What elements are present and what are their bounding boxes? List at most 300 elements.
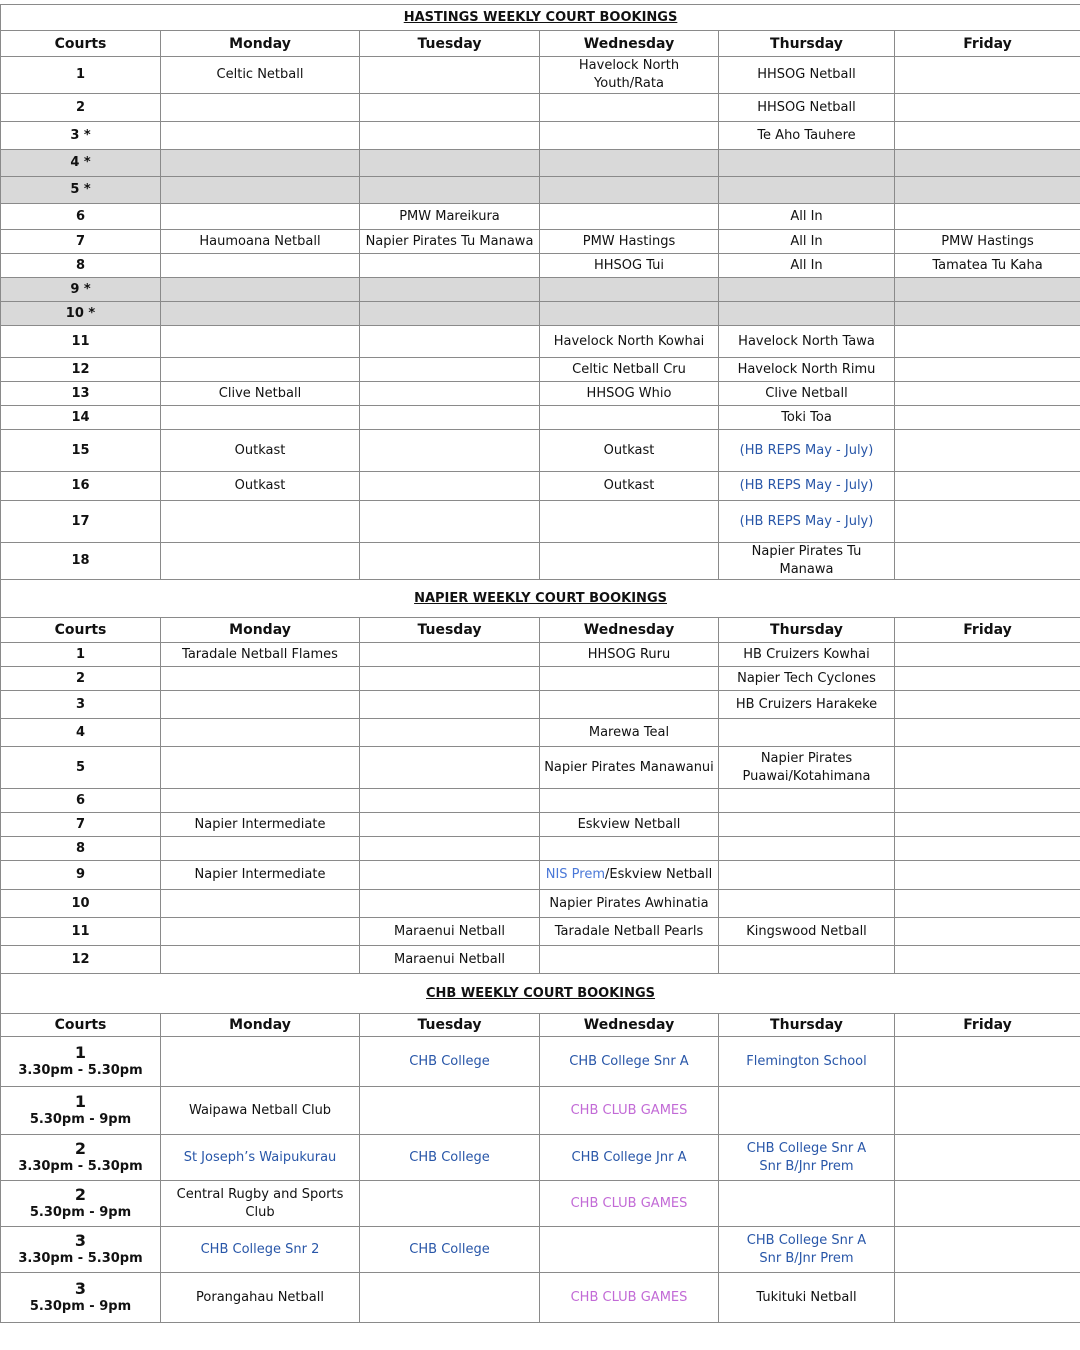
booking-cell-friday: [895, 122, 1080, 150]
booking-cell-thursday: [719, 1181, 895, 1227]
hastings-court-row: [1, 204, 1080, 230]
booking-cell-tuesday: [360, 837, 540, 861]
booking-cell-friday: [895, 1181, 1080, 1227]
booking-cell-thursday: All In: [719, 254, 895, 278]
chb-court-row: [1, 1273, 1080, 1323]
booking-cell-monday: St Joseph’s Waipukurau: [161, 1135, 360, 1181]
booking-cell-tuesday: [360, 501, 540, 543]
court-number-cell: 17: [1, 501, 161, 543]
booking-cell-friday: Tamatea Tu Kaha: [895, 254, 1080, 278]
court-number-cell: [1, 1037, 161, 1087]
court-number: 2: [74, 1184, 87, 1204]
day-header-wednesday: Wednesday: [540, 1014, 719, 1037]
court-number-cell: 9 *: [1, 278, 161, 302]
day-header-friday: Friday: [895, 31, 1080, 57]
chb-court-row: [1, 1037, 1080, 1087]
court-number-cell: 6: [1, 789, 161, 813]
booking-cell-tuesday: CHB College: [360, 1037, 540, 1087]
booking-cell-thursday: (HB REPS May - July): [719, 472, 895, 501]
booking-cell-monday: Napier Intermediate: [161, 813, 360, 837]
napier-court-row: [1, 918, 1080, 946]
booking-cell-wednesday: [540, 302, 719, 326]
booking-cell-friday: [895, 302, 1080, 326]
booking-cell-friday: [895, 789, 1080, 813]
napier-title-row: [1, 580, 1080, 618]
booking-cell-monday: [161, 543, 360, 580]
court-number-cell: [1, 1273, 161, 1323]
court-number-cell: 13: [1, 382, 161, 406]
hastings-court-row: [1, 543, 1080, 580]
booking-cell-tuesday: [360, 430, 540, 472]
booking-cell-wednesday: [540, 837, 719, 861]
chb-court-row: [1, 1087, 1080, 1135]
booking-cell-monday: [161, 667, 360, 691]
booking-cell-wednesday: CHB College Jnr A: [540, 1135, 719, 1181]
court-time-slot: 5.30pm - 9pm: [29, 1298, 132, 1314]
booking-cell-tuesday: [360, 667, 540, 691]
booking-cell-monday: [161, 254, 360, 278]
booking-cell-tuesday: [360, 358, 540, 382]
court-number-cell: 7: [1, 230, 161, 254]
court-number-cell: 1: [1, 643, 161, 667]
booking-team: CHB College Snr A: [746, 1140, 867, 1156]
booking-cell-tuesday: [360, 543, 540, 580]
court-number-cell: 10 *: [1, 302, 161, 326]
booking-cell-thursday: Kingswood Netball: [719, 918, 895, 946]
booking-cell-wednesday: [540, 501, 719, 543]
booking-cell-friday: [895, 501, 1080, 543]
booking-cell-friday: [895, 204, 1080, 230]
booking-cell-wednesday: CHB CLUB GAMES: [540, 1181, 719, 1227]
booking-cell-wednesday: Taradale Netball Pearls: [540, 918, 719, 946]
booking-cell-wednesday: Havelock North Youth/Rata: [540, 57, 719, 94]
booking-cell-tuesday: [360, 150, 540, 177]
court-number-cell: [1, 1181, 161, 1227]
hastings-court-row: [1, 326, 1080, 358]
hastings-title-row: [1, 5, 1080, 31]
booking-cell-friday: [895, 1227, 1080, 1273]
booking-cell-wednesday: [540, 946, 719, 974]
booking-cell-thursday: HHSOG Netball: [719, 94, 895, 122]
booking-cell-monday: [161, 278, 360, 302]
court-number-cell: 4 *: [1, 150, 161, 177]
hastings-section-title: HASTINGS WEEKLY COURT BOOKINGS: [1, 5, 1080, 31]
booking-cell-tuesday: [360, 861, 540, 890]
day-header-thursday: Thursday: [719, 31, 895, 57]
booking-cell-monday: Porangahau Netball: [161, 1273, 360, 1323]
booking-cell-thursday: Havelock North Tawa: [719, 326, 895, 358]
booking-cell-wednesday: HHSOG Whio: [540, 382, 719, 406]
court-time-slot: 3.30pm - 5.30pm: [18, 1250, 143, 1266]
booking-cell-thursday: Clive Netball: [719, 382, 895, 406]
hastings-court-row: [1, 254, 1080, 278]
booking-cell-thursday: Tukituki Netball: [719, 1273, 895, 1323]
court-number-cell: 7: [1, 813, 161, 837]
booking-cell-monday: [161, 837, 360, 861]
booking-cell-thursday: [719, 747, 895, 789]
hastings-court-row: [1, 501, 1080, 543]
hastings-court-row: [1, 406, 1080, 430]
courts-header: Courts: [1, 1014, 161, 1037]
booking-cell-tuesday: [360, 382, 540, 406]
booking-cell-wednesday: CHB College Snr A: [540, 1037, 719, 1087]
napier-section-title: NAPIER WEEKLY COURT BOOKINGS: [1, 580, 1080, 618]
booking-cell-tuesday: [360, 747, 540, 789]
booking-cell-monday: [161, 918, 360, 946]
booking-cell-friday: [895, 1273, 1080, 1323]
booking-cell-tuesday: PMW Mareikura: [360, 204, 540, 230]
booking-cell-monday: Outkast: [161, 430, 360, 472]
booking-cell-thursday: [719, 1087, 895, 1135]
booking-cell-wednesday: [540, 543, 719, 580]
day-header-friday: Friday: [895, 1014, 1080, 1037]
booking-team: NIS Prem: [545, 867, 606, 882]
napier-header-row: [1, 618, 1080, 643]
booking-cell-thursday: Napier Pirates Tu Manawa: [719, 543, 895, 580]
booking-cell-thursday: [719, 1227, 895, 1273]
booking-cell-tuesday: [360, 890, 540, 918]
court-number-cell: [1, 1087, 161, 1135]
booking-cell-monday: CHB College Snr 2: [161, 1227, 360, 1273]
booking-cell-tuesday: CHB College: [360, 1135, 540, 1181]
chb-section-title: CHB WEEKLY COURT BOOKINGS: [1, 974, 1080, 1014]
booking-cell-tuesday: [360, 691, 540, 719]
booking-cell-friday: [895, 358, 1080, 382]
booking-cell-friday: [895, 326, 1080, 358]
booking-cell-tuesday: [360, 643, 540, 667]
booking-cell-wednesday: CHB CLUB GAMES: [540, 1087, 719, 1135]
hastings-court-row: [1, 150, 1080, 177]
day-header-wednesday: Wednesday: [540, 618, 719, 643]
chb-court-row: [1, 1227, 1080, 1273]
booking-cell-thursday: [719, 813, 895, 837]
booking-cell-tuesday: [360, 719, 540, 747]
napier-court-row: [1, 691, 1080, 719]
booking-team: Snr B/Jnr Prem: [759, 1158, 854, 1174]
court-number-cell: 8: [1, 254, 161, 278]
booking-cell-monday: [161, 789, 360, 813]
booking-cell-friday: [895, 1087, 1080, 1135]
court-number-cell: 4: [1, 719, 161, 747]
booking-cell-tuesday: [360, 177, 540, 204]
bookings-table: [0, 4, 1080, 1323]
booking-cell-friday: [895, 918, 1080, 946]
court-number-cell: 10: [1, 890, 161, 918]
booking-cell-tuesday: [360, 1087, 540, 1135]
booking-cell-thursday: All In: [719, 204, 895, 230]
booking-cell-wednesday: PMW Hastings: [540, 230, 719, 254]
booking-cell-monday: [161, 177, 360, 204]
booking-cell-monday: [161, 406, 360, 430]
court-number-cell: 16: [1, 472, 161, 501]
hastings-court-row: [1, 382, 1080, 406]
booking-cell-tuesday: [360, 789, 540, 813]
court-number: 3: [74, 1230, 87, 1250]
booking-cell-monday: [161, 691, 360, 719]
day-header-tuesday: Tuesday: [360, 618, 540, 643]
booking-team: CHB College Snr A: [746, 1232, 867, 1248]
booking-cell-friday: [895, 837, 1080, 861]
napier-court-row: [1, 719, 1080, 747]
booking-cell-monday: [161, 326, 360, 358]
courts-header: Courts: [1, 618, 161, 643]
booking-cell-tuesday: [360, 326, 540, 358]
court-number-cell: [1, 1227, 161, 1273]
booking-cell-wednesday: [540, 691, 719, 719]
booking-cell-wednesday: HHSOG Tui: [540, 254, 719, 278]
booking-team: Puawai/Kotahimana: [742, 768, 871, 784]
hastings-court-row: [1, 94, 1080, 122]
booking-cell-thursday: Te Aho Tauhere: [719, 122, 895, 150]
booking-cell-tuesday: [360, 813, 540, 837]
hastings-court-row: [1, 358, 1080, 382]
booking-cell-wednesday: Outkast: [540, 430, 719, 472]
booking-cell-thursday: [719, 837, 895, 861]
court-number-cell: 1: [1, 57, 161, 94]
court-number-cell: 9: [1, 861, 161, 890]
booking-cell-wednesday: [540, 667, 719, 691]
day-header-monday: Monday: [161, 618, 360, 643]
booking-cell-thursday: HB Cruizers Kowhai: [719, 643, 895, 667]
booking-cell-friday: [895, 691, 1080, 719]
court-number-cell: 12: [1, 946, 161, 974]
booking-cell-wednesday: Havelock North Kowhai: [540, 326, 719, 358]
booking-cell-friday: [895, 543, 1080, 580]
booking-cell-friday: [895, 406, 1080, 430]
court-time-slot: 3.30pm - 5.30pm: [18, 1062, 143, 1078]
day-header-thursday: Thursday: [719, 618, 895, 643]
napier-court-row: [1, 837, 1080, 861]
day-header-tuesday: Tuesday: [360, 31, 540, 57]
booking-cell-friday: [895, 890, 1080, 918]
booking-cell-tuesday: Napier Pirates Tu Manawa: [360, 230, 540, 254]
booking-cell-friday: [895, 719, 1080, 747]
court-number-cell: 5: [1, 747, 161, 789]
napier-court-row: [1, 747, 1080, 789]
day-header-monday: Monday: [161, 31, 360, 57]
hastings-court-row: [1, 430, 1080, 472]
booking-cell-friday: [895, 382, 1080, 406]
court-bookings-sheet: [0, 4, 1080, 1323]
booking-cell-friday: [895, 813, 1080, 837]
booking-cell-monday: [161, 1037, 360, 1087]
booking-cell-thursday: All In: [719, 230, 895, 254]
court-number: 1: [74, 1042, 87, 1062]
booking-cell-thursday: Havelock North Rimu: [719, 358, 895, 382]
booking-cell-tuesday: [360, 472, 540, 501]
day-header-thursday: Thursday: [719, 1014, 895, 1037]
chb-title-row: [1, 974, 1080, 1014]
booking-cell-wednesday: [540, 406, 719, 430]
booking-cell-wednesday: Celtic Netball Cru: [540, 358, 719, 382]
booking-cell-wednesday: [540, 1227, 719, 1273]
court-number-cell: 14: [1, 406, 161, 430]
court-number: 1: [74, 1091, 87, 1111]
hastings-court-row: [1, 472, 1080, 501]
court-number-cell: 2: [1, 94, 161, 122]
booking-cell-tuesday: [360, 122, 540, 150]
booking-cell-monday: Waipawa Netball Club: [161, 1087, 360, 1135]
hastings-court-row: [1, 302, 1080, 326]
court-number-cell: [1, 1135, 161, 1181]
booking-cell-tuesday: [360, 1273, 540, 1323]
booking-cell-friday: [895, 177, 1080, 204]
booking-cell-wednesday: [540, 861, 719, 890]
napier-court-row: [1, 667, 1080, 691]
booking-cell-thursday: (HB REPS May - July): [719, 501, 895, 543]
booking-cell-friday: [895, 747, 1080, 789]
booking-cell-monday: [161, 747, 360, 789]
court-number-cell: 3: [1, 691, 161, 719]
booking-cell-thursday: Toki Toa: [719, 406, 895, 430]
booking-cell-friday: [895, 1037, 1080, 1087]
booking-cell-monday: [161, 946, 360, 974]
booking-cell-wednesday: [540, 789, 719, 813]
booking-cell-thursday: [719, 150, 895, 177]
booking-cell-thursday: [719, 890, 895, 918]
booking-cell-thursday: [719, 861, 895, 890]
hastings-header-row: [1, 31, 1080, 57]
chb-court-row: [1, 1181, 1080, 1227]
court-number: 2: [74, 1138, 87, 1158]
court-number-cell: 2: [1, 667, 161, 691]
court-time-slot: 3.30pm - 5.30pm: [18, 1158, 143, 1174]
booking-cell-monday: [161, 204, 360, 230]
booking-cell-monday: [161, 94, 360, 122]
booking-cell-friday: [895, 472, 1080, 501]
day-header-wednesday: Wednesday: [540, 31, 719, 57]
booking-cell-monday: [161, 719, 360, 747]
booking-cell-tuesday: Maraenui Netball: [360, 946, 540, 974]
booking-cell-tuesday: [360, 94, 540, 122]
booking-cell-thursday: [719, 278, 895, 302]
napier-court-row: [1, 890, 1080, 918]
booking-cell-friday: [895, 861, 1080, 890]
booking-cell-friday: [895, 430, 1080, 472]
court-number-cell: 18: [1, 543, 161, 580]
booking-cell-monday: Taradale Netball Flames: [161, 643, 360, 667]
booking-cell-friday: [895, 667, 1080, 691]
booking-cell-friday: [895, 94, 1080, 122]
booking-cell-monday: [161, 150, 360, 177]
napier-court-row: [1, 789, 1080, 813]
court-number-cell: 3 *: [1, 122, 161, 150]
napier-court-row: [1, 643, 1080, 667]
booking-cell-thursday: (HB REPS May - July): [719, 430, 895, 472]
booking-cell-wednesday: [540, 177, 719, 204]
day-header-friday: Friday: [895, 618, 1080, 643]
booking-cell-wednesday: Outkast: [540, 472, 719, 501]
booking-cell-wednesday: [540, 94, 719, 122]
booking-cell-friday: [895, 946, 1080, 974]
booking-cell-monday: Clive Netball: [161, 382, 360, 406]
booking-cell-friday: [895, 150, 1080, 177]
booking-cell-monday: Outkast: [161, 472, 360, 501]
booking-cell-friday: [895, 1135, 1080, 1181]
booking-cell-tuesday: CHB College: [360, 1227, 540, 1273]
booking-cell-monday: [161, 501, 360, 543]
court-time-slot: 5.30pm - 9pm: [29, 1204, 132, 1220]
booking-cell-monday: Central Rugby and Sports Club: [161, 1181, 360, 1227]
booking-cell-monday: [161, 302, 360, 326]
court-number-cell: 12: [1, 358, 161, 382]
booking-cell-monday: Celtic Netball: [161, 57, 360, 94]
booking-cell-thursday: [719, 946, 895, 974]
booking-cell-monday: [161, 890, 360, 918]
napier-court-row: [1, 861, 1080, 890]
booking-cell-wednesday: Marewa Teal: [540, 719, 719, 747]
booking-cell-friday: PMW Hastings: [895, 230, 1080, 254]
booking-cell-thursday: HB Cruizers Harakeke: [719, 691, 895, 719]
booking-cell-tuesday: [360, 406, 540, 430]
court-number-cell: 15: [1, 430, 161, 472]
booking-cell-wednesday: [540, 278, 719, 302]
court-number: 3: [74, 1278, 87, 1298]
booking-team: /Eskview Netball: [605, 867, 713, 882]
day-header-monday: Monday: [161, 1014, 360, 1037]
chb-court-row: [1, 1135, 1080, 1181]
hastings-court-row: [1, 230, 1080, 254]
hastings-court-row: [1, 278, 1080, 302]
court-number-cell: 8: [1, 837, 161, 861]
court-number-cell: 11: [1, 918, 161, 946]
booking-cell-tuesday: Maraenui Netball: [360, 918, 540, 946]
booking-cell-monday: [161, 122, 360, 150]
courts-header: Courts: [1, 31, 161, 57]
booking-cell-wednesday: CHB CLUB GAMES: [540, 1273, 719, 1323]
booking-cell-tuesday: [360, 1181, 540, 1227]
day-header-tuesday: Tuesday: [360, 1014, 540, 1037]
booking-cell-tuesday: [360, 278, 540, 302]
booking-cell-thursday: [719, 302, 895, 326]
booking-cell-thursday: HHSOG Netball: [719, 57, 895, 94]
booking-cell-friday: [895, 57, 1080, 94]
booking-cell-wednesday: HHSOG Ruru: [540, 643, 719, 667]
booking-cell-tuesday: [360, 254, 540, 278]
booking-cell-tuesday: [360, 57, 540, 94]
napier-court-row: [1, 946, 1080, 974]
booking-team: Snr B/Jnr Prem: [759, 1250, 854, 1266]
booking-cell-monday: [161, 358, 360, 382]
court-number-cell: 5 *: [1, 177, 161, 204]
booking-cell-wednesday: Eskview Netball: [540, 813, 719, 837]
napier-court-row: [1, 813, 1080, 837]
booking-team: Napier Pirates: [760, 750, 853, 766]
booking-cell-tuesday: [360, 302, 540, 326]
booking-cell-wednesday: Napier Pirates Manawanui: [540, 747, 719, 789]
chb-header-row: [1, 1014, 1080, 1037]
hastings-court-row: [1, 177, 1080, 204]
hastings-court-row: [1, 57, 1080, 94]
booking-cell-thursday: [719, 789, 895, 813]
booking-cell-wednesday: [540, 122, 719, 150]
court-number-cell: 6: [1, 204, 161, 230]
booking-cell-wednesday: [540, 204, 719, 230]
booking-cell-thursday: [719, 719, 895, 747]
booking-cell-thursday: [719, 177, 895, 204]
booking-cell-monday: Napier Intermediate: [161, 861, 360, 890]
booking-cell-thursday: [719, 1135, 895, 1181]
booking-cell-thursday: Napier Tech Cyclones: [719, 667, 895, 691]
booking-cell-monday: Haumoana Netball: [161, 230, 360, 254]
court-time-slot: 5.30pm - 9pm: [29, 1111, 132, 1127]
court-number-cell: 11: [1, 326, 161, 358]
booking-cell-friday: [895, 643, 1080, 667]
booking-cell-wednesday: Napier Pirates Awhinatia: [540, 890, 719, 918]
booking-cell-wednesday: [540, 150, 719, 177]
booking-cell-friday: [895, 278, 1080, 302]
hastings-court-row: [1, 122, 1080, 150]
